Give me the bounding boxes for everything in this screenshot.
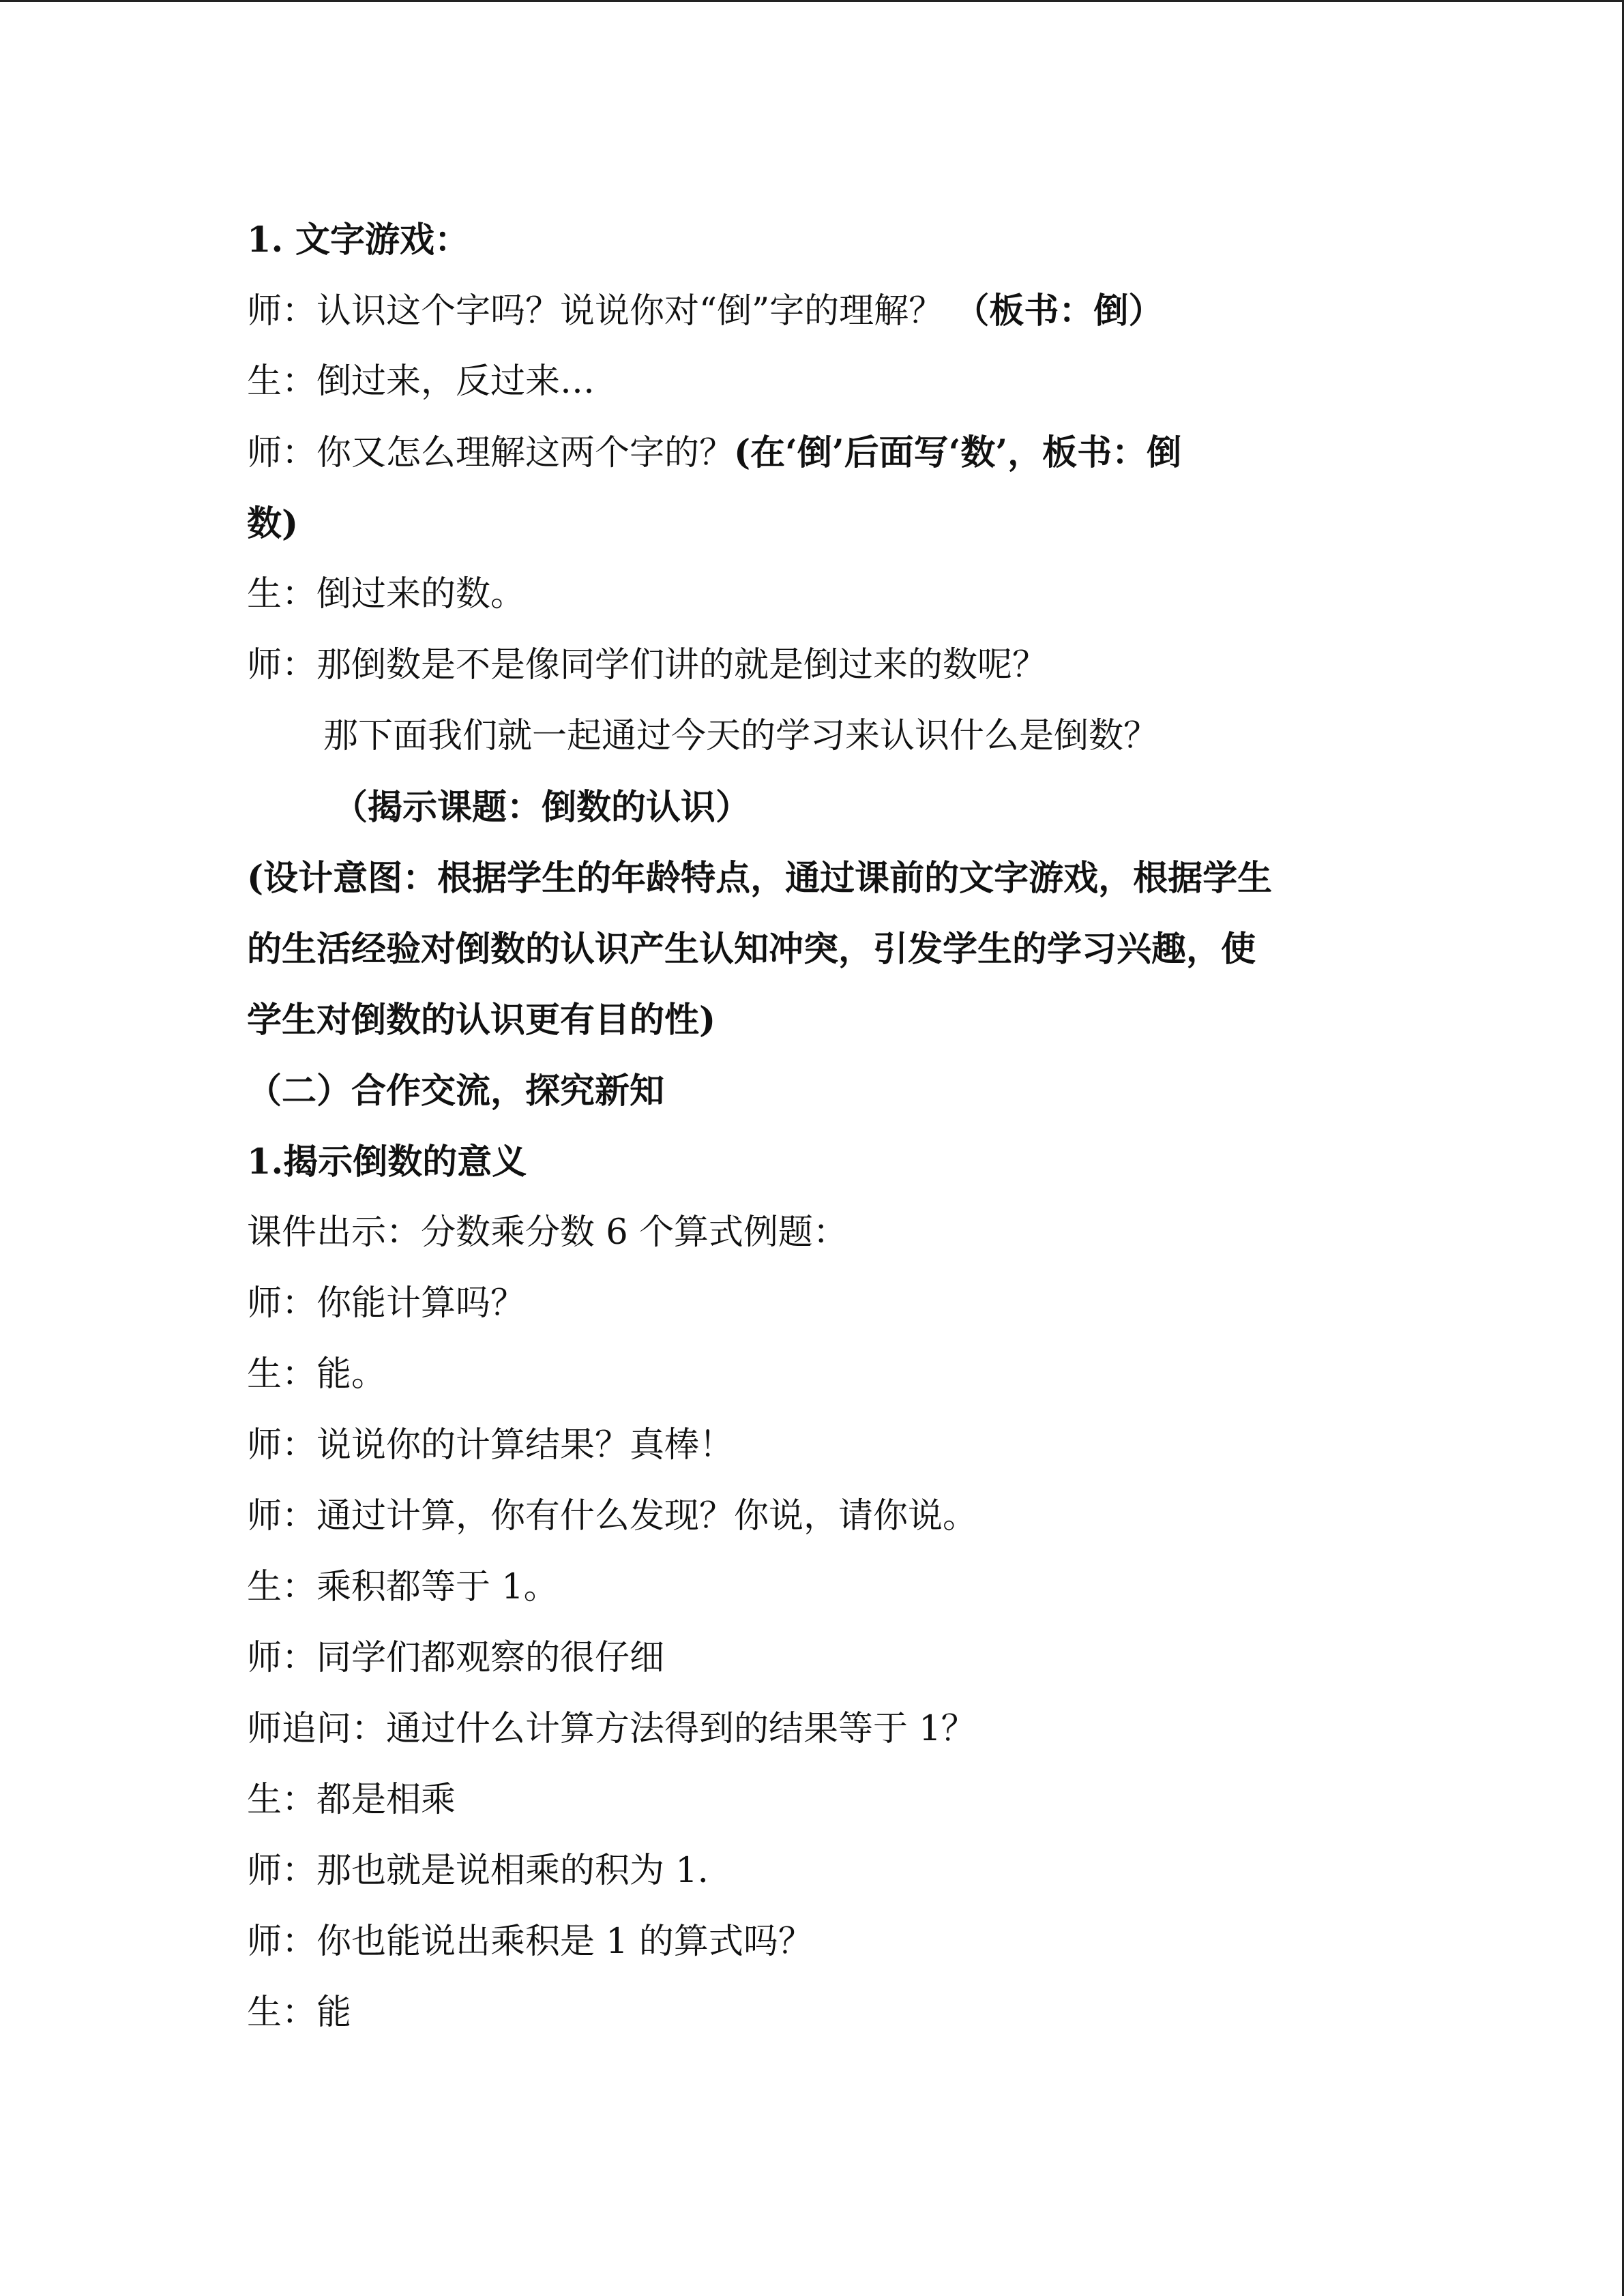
- line-text: 的生活经验对倒数的认识产生认知冲突，引发学生的学习兴趣，使: [247, 929, 1256, 970]
- blackboard-note: (在‘倒’后面写‘数’，板书：倒: [734, 432, 1182, 473]
- dialogue-line: [247, 1836, 1379, 1907]
- dialogue-line: [247, 1197, 1379, 1268]
- line-text: 师：你也能说出乘积是 1 的算式吗？: [247, 1922, 813, 1962]
- line-text: 师追问：通过什么计算方法得到的结果等于 1？: [247, 1709, 976, 1749]
- dialogue-line: [247, 346, 1379, 417]
- dialogue-line-indented: [247, 701, 1379, 772]
- line-text: 那下面我们就一起通过今天的学习来认识什么是倒数？: [323, 716, 1159, 756]
- design-intent-line: [247, 985, 1379, 1056]
- dialogue-line: [247, 1410, 1379, 1481]
- line-text: 生：倒过来，反过来…: [247, 361, 595, 402]
- design-intent-line: [247, 914, 1379, 985]
- line-text: 生：倒过来的数。: [247, 574, 526, 614]
- line-text: 师：你又怎么理解这两个字的？: [247, 433, 735, 473]
- dialogue-line: [247, 1978, 1379, 2048]
- line-text: 课件出示：分数乘分数 6 个算式例题：: [247, 1212, 848, 1253]
- line-text: 数): [247, 503, 299, 544]
- line-text: （揭示课题：倒数的认识）: [333, 787, 751, 828]
- dialogue-line: [247, 1623, 1379, 1694]
- line-text: 生：乘积都等于 1。: [247, 1567, 559, 1607]
- design-intent-line: [247, 843, 1379, 914]
- line-text: (设计意图：根据学生的年龄特点，通过课前的文字游戏，根据学生: [247, 858, 1273, 899]
- subsection-heading-meaning: [247, 1127, 1379, 1197]
- dialogue-line: [247, 630, 1379, 701]
- line-text: 学生对倒数的认识更有目的性): [247, 1000, 716, 1041]
- line-text: 师：那倒数是不是像同学们讲的就是倒过来的数呢？: [247, 645, 1048, 685]
- line-text: 师：认识这个字吗？说说你对“倒”字的理解？: [247, 291, 955, 331]
- dialogue-line: [247, 1481, 1379, 1552]
- dialogue-line: [247, 1552, 1379, 1623]
- dialogue-line: [247, 1765, 1379, 1836]
- line-text: 师：那也就是说相乘的积为 1.: [247, 1851, 709, 1891]
- blackboard-note-continued: [247, 488, 1379, 559]
- line-text: 师：通过计算，你有什么发现？你说，请你说。: [247, 1496, 978, 1536]
- line-text: 1.揭示倒数的意义: [247, 1142, 527, 1182]
- section-heading-word-game: [247, 205, 1379, 275]
- line-text: 生：能: [247, 1993, 352, 2033]
- dialogue-line: [247, 1907, 1379, 1978]
- line-text: 师：你能计算吗？: [247, 1283, 526, 1324]
- blackboard-note: （板书：倒）: [954, 290, 1164, 331]
- line-text: 师：说说你的计算结果？真棒！: [247, 1425, 735, 1465]
- line-text: 师：同学们都观察的很仔细: [247, 1638, 665, 1678]
- line-text: 1. 文字游戏：: [247, 220, 469, 260]
- line-text: 生：能。: [247, 1354, 387, 1395]
- document-body: [247, 205, 1379, 2048]
- dialogue-line: [247, 1339, 1379, 1410]
- dialogue-line: [247, 1268, 1379, 1339]
- section-heading-cooperation: [247, 1056, 1379, 1127]
- lesson-title-reveal: [247, 772, 1379, 843]
- dialogue-line: [247, 275, 1379, 346]
- line-text: （二）合作交流，探究新知: [247, 1071, 665, 1112]
- dialogue-line: [247, 559, 1379, 630]
- dialogue-line: [247, 417, 1379, 488]
- line-text: 生：都是相乘: [247, 1780, 456, 1820]
- dialogue-line: [247, 1694, 1379, 1765]
